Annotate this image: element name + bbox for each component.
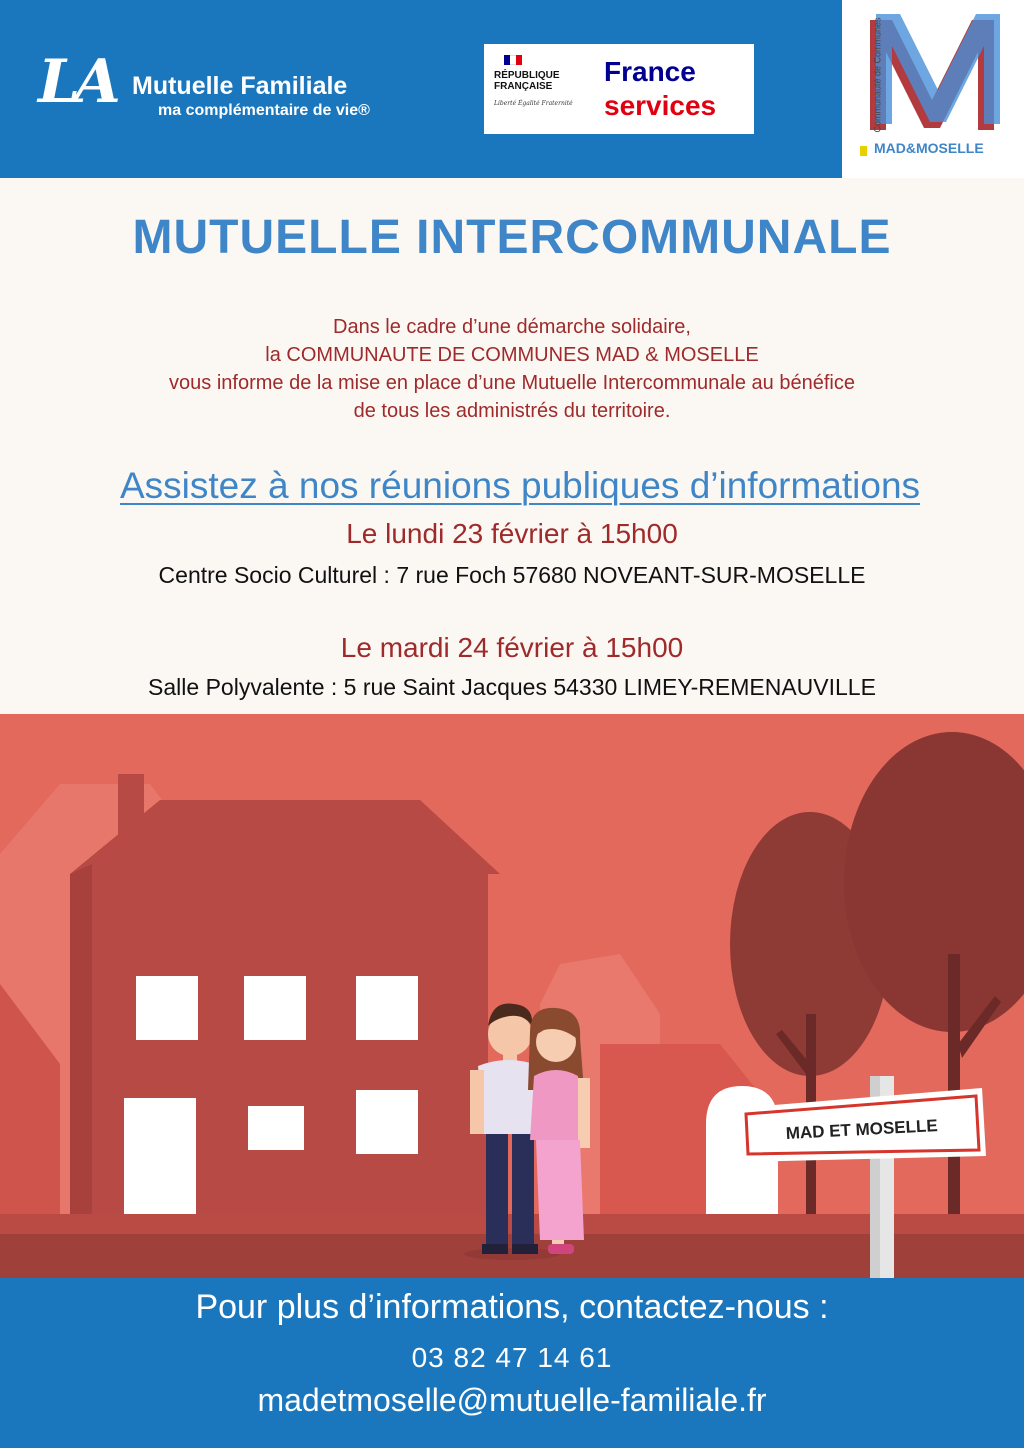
republique-motto: Liberté Égalité Fraternité [494,100,573,107]
republique-francaise-label: RÉPUBLIQUE FRANÇAISE [494,70,560,92]
intro-line: la COMMUNAUTE DE COMMUNES MAD & MOSELLE [265,344,759,366]
intro-line: de tous les administrés du territoire. [353,400,671,422]
mutuelle-logo-tagline: ma complémentaire de vie® [158,102,370,119]
mad-moselle-logo-name: MAD&MOSELLE [874,140,984,156]
contact-heading: Pour plus d’informations, contactez-nous : [195,1288,829,1326]
services-label: services [604,90,717,121]
meetings-heading: Assistez à nos réunions publiques d’informations [119,465,921,506]
french-flag-icon [504,55,522,65]
mad-moselle-logo [842,0,1024,178]
contact-phone[interactable]: 03 82 47 14 61 [411,1342,613,1373]
meeting-date-1: Le lundi 23 février à 15h00 [346,518,678,549]
intro-line: Dans le cadre d’une démarche solidaire, [333,316,691,338]
intro-paragraph [20,313,1004,425]
meeting-address-2: Salle Polyvalente : 5 rue Saint Jacques 54330 LIMEY-REMENAUVILLE [148,674,876,700]
contact-footer [0,1278,1024,1448]
contact-email[interactable]: madetmoselle@mutuelle-familiale.fr [257,1382,767,1418]
page-title: MUTUELLE INTERCOMMUNALE [132,211,892,264]
village-illustration [0,714,1024,1280]
sign-text: MAD ET MOSELLE [785,1116,939,1143]
france-label: France [604,56,696,87]
header-banner [0,0,1024,178]
france-services-logo [484,44,754,134]
mutuelle-familiale-logo [38,47,398,122]
mutuelle-logo-mark: LA [38,47,115,117]
meeting-address-1: Centre Socio Culturel : 7 rue Foch 57680 NOVEANT-SUR-MOSELLE [158,562,866,588]
intro-line: vous informe de la mise en place d’une Mutuelle Intercommunale au bénéfice [169,372,855,394]
mutuelle-logo-name: Mutuelle Familiale [132,72,348,100]
meeting-date-2: Le mardi 24 février à 15h00 [340,632,684,663]
yellow-square-icon [860,146,867,156]
communaute-de-communes-label: Communauté de Communes [872,17,883,133]
